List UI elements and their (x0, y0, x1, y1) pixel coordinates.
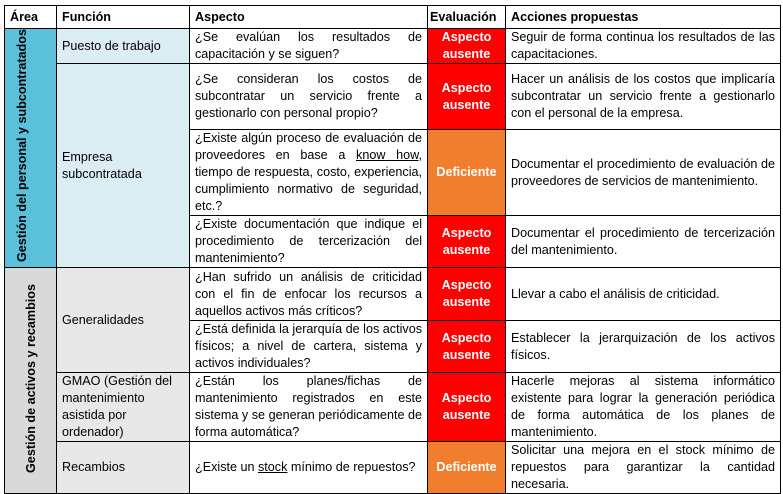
aspect-underlined-text: stock (258, 460, 288, 475)
area-cell-personal (5, 29, 57, 268)
action-cell: Seguir de forma continua los resultados de las capacitaciones. (506, 29, 781, 64)
aspect-cell (190, 130, 428, 216)
evaluation-badge: Aspecto ausente (428, 216, 506, 268)
action-cell: Documentar el procedimiento de evaluación de proveedores de servicios de mantenimiento. (506, 130, 781, 216)
header-row (5, 6, 781, 29)
action-cell: Establecer la jerarquización de los activos físicos. (506, 321, 781, 373)
assessment-table (4, 5, 781, 494)
function-cell: Recambios (57, 442, 190, 494)
header-evaluacion: Evaluación (428, 6, 506, 29)
table-row (5, 268, 781, 321)
action-cell: Llevar a cabo el análisis de criticidad. (506, 268, 781, 321)
aspect-cell: ¿Han sufrido un análisis de criticidad con el fin de enfocar los recursos a aquellos activos más críticos? (190, 268, 428, 321)
table-row (5, 442, 781, 494)
action-cell: Hacer un análisis de los costos que implicaría subcontratar un servicio frente a gestionarlo con el personal de la empresa. (506, 64, 781, 130)
table-row (5, 373, 781, 442)
aspect-cell (190, 442, 428, 494)
evaluation-badge: Aspecto ausente (428, 321, 506, 373)
header-acciones: Acciones propuestas (506, 6, 781, 29)
aspect-cell: ¿Se evalúan los resultados de capacitación y se siguen? (190, 29, 428, 64)
area-label-personal: Gestión del personal y subcontratados (14, 29, 29, 263)
evaluation-badge: Aspecto ausente (428, 29, 506, 64)
header-area: Área (5, 6, 57, 29)
header-funcion: Función (57, 6, 190, 29)
table-row (5, 64, 781, 130)
aspect-text: ¿Existe un (195, 460, 258, 475)
aspect-cell: ¿Está definida la jerarquía de los activos físicos; a nivel de cartera, sistema y activos individuales? (190, 321, 428, 373)
evaluation-badge: Deficiente (428, 442, 506, 494)
function-cell: Puesto de trabajo (57, 29, 190, 64)
aspect-text: mínimo de repuestos? (287, 460, 416, 475)
evaluation-badge: Aspecto ausente (428, 64, 506, 130)
action-cell: Solicitar una mejora en el stock mínimo de repuestos para garantizar la cantidad necesaria. (506, 442, 781, 494)
aspect-underlined-text: know how (356, 148, 419, 163)
action-cell: Documentar el procedimiento de tercerización del mantenimiento. (506, 216, 781, 268)
table-row (5, 29, 781, 64)
function-cell: Generalidades (57, 268, 190, 373)
aspect-text: ¿Existe algún proceso de evaluación de proveedores en base a (195, 131, 422, 163)
area-cell-activos (5, 268, 57, 494)
evaluation-badge: Aspecto ausente (428, 268, 506, 321)
aspect-text: , tiempo de respuesta, costo, experiencia, cumplimiento normativo de seguridad, etc.? (195, 148, 422, 214)
action-cell: Hacerle mejoras al sistema informático existente para lograr la generación periódica de forma automática de los planes de mantenimiento. (506, 373, 781, 442)
function-cell: GMAO (Gestión del mantenimiento asistida por ordenador) (57, 373, 190, 442)
aspect-cell: ¿Se consideran los costos de subcontratar un servicio frente a gestionarlo con personal propio? (190, 64, 428, 130)
aspect-cell: ¿Existe documentación que indique el procedimiento de tercerización del mantenimiento? (190, 216, 428, 268)
area-label-activos: Gestión de activos y recambios (23, 283, 38, 473)
header-aspecto: Aspecto (190, 6, 428, 29)
evaluation-badge: Aspecto ausente (428, 373, 506, 442)
function-cell: Empresa subcontratada (57, 64, 190, 268)
evaluation-badge: Deficiente (428, 130, 506, 216)
aspect-cell: ¿Están los planes/fichas de mantenimiento registrados en este sistema y se generan periódicamente de forma automática? (190, 373, 428, 442)
